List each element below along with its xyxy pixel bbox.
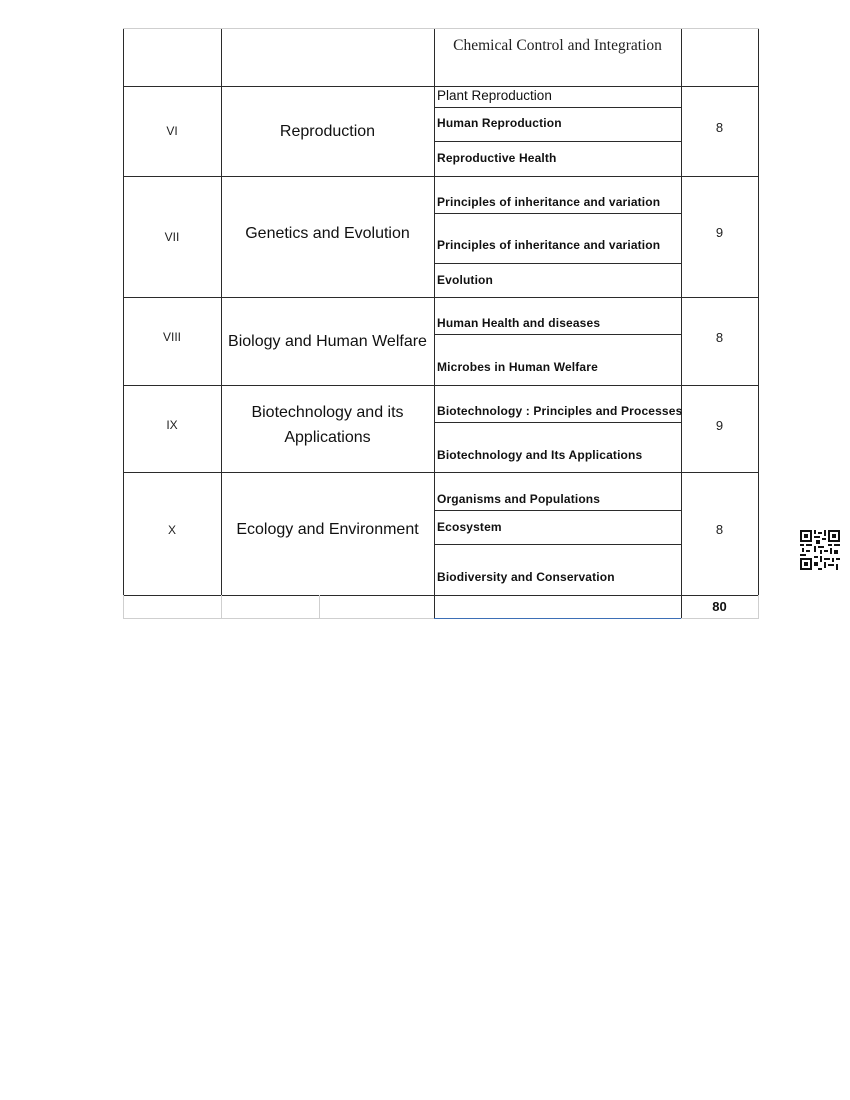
table-border bbox=[123, 595, 124, 619]
subrow-divider bbox=[434, 544, 681, 545]
unit-number: VI bbox=[166, 124, 178, 138]
topic: Human Health and diseases bbox=[437, 316, 601, 330]
unit-name: Ecology and Environment bbox=[236, 521, 419, 538]
subrow-divider bbox=[434, 141, 681, 142]
qr-code-icon bbox=[800, 530, 840, 570]
unit-marks: 8 bbox=[715, 119, 724, 135]
total-marks: 80 bbox=[712, 598, 727, 614]
row-divider bbox=[123, 595, 759, 596]
table-border bbox=[123, 618, 434, 619]
marks-distribution-table bbox=[123, 28, 759, 619]
topic: Biodiversity and Conservation bbox=[437, 570, 615, 584]
unit-marks: 9 bbox=[715, 417, 724, 433]
topic: Ecosystem bbox=[437, 520, 502, 534]
table-border bbox=[681, 618, 759, 619]
topic: Human Reproduction bbox=[437, 116, 562, 130]
topic-chemical-control: Chemical Control and Integration bbox=[453, 37, 662, 54]
unit-marks: 8 bbox=[715, 522, 724, 537]
topic: Biotechnology and Its Applications bbox=[437, 448, 643, 462]
topic: Reproductive Health bbox=[437, 151, 557, 165]
topic: Plant Reproduction bbox=[437, 88, 552, 103]
subrow-divider bbox=[434, 263, 681, 264]
unit-number: VIII bbox=[162, 330, 181, 344]
unit-number: VII bbox=[164, 229, 180, 244]
unit-name: Genetics and Evolution bbox=[245, 224, 410, 242]
subrow-divider bbox=[434, 510, 681, 511]
topic: Biotechnology : Principles and Processes bbox=[437, 404, 683, 418]
table-border bbox=[123, 28, 759, 29]
unit-name: Reproduction bbox=[279, 122, 376, 140]
unit-name: Biology and Human Welfare bbox=[228, 332, 427, 350]
subrow-divider bbox=[434, 334, 681, 335]
unit-number: IX bbox=[166, 418, 178, 432]
unit-number: X bbox=[167, 522, 176, 537]
column-divider bbox=[221, 595, 222, 619]
unit-marks: 8 bbox=[715, 329, 724, 345]
subrow-divider bbox=[434, 422, 681, 423]
topic: Evolution bbox=[437, 273, 494, 287]
topic: Principles of inheritance and variation bbox=[437, 238, 661, 252]
table-border bbox=[434, 618, 681, 619]
subrow-divider bbox=[434, 213, 681, 214]
topic: Principles of inheritance and variation bbox=[437, 195, 661, 209]
subrow-divider bbox=[434, 107, 681, 108]
column-divider bbox=[434, 595, 435, 619]
topic: Microbes in Human Welfare bbox=[437, 360, 598, 374]
unit-name: Biotechnology and its Applications bbox=[251, 404, 404, 446]
topic: Organisms and Populations bbox=[437, 492, 601, 506]
table-border bbox=[758, 595, 759, 619]
column-divider bbox=[319, 595, 320, 619]
table-border bbox=[758, 28, 759, 595]
unit-marks: 9 bbox=[715, 225, 724, 240]
